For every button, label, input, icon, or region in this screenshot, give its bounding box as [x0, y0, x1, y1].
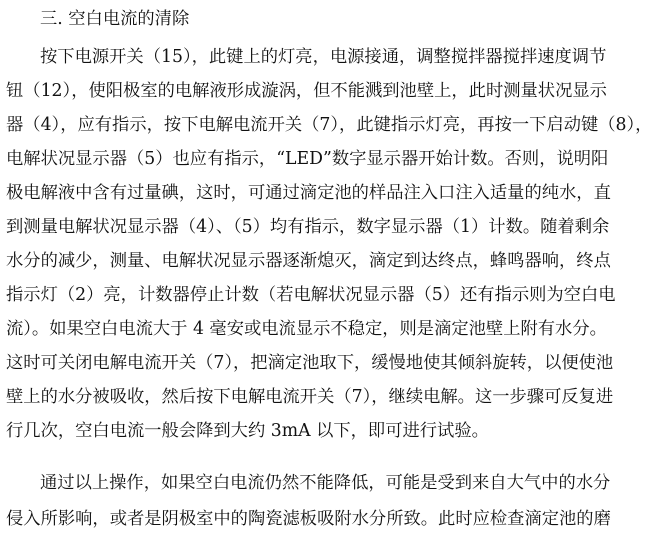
paragraph-line: 通过以上操作，如果空白电流仍然不能降低，可能是受到来自大气中的水分	[40, 473, 611, 493]
paragraph-line: 极电解液中含有过量碘，这时，可通过滴定池的样品注入口注入适量的纯水，直	[6, 183, 611, 203]
section-heading: 三. 空白电流的清除	[40, 9, 190, 29]
paragraph-line: 侵入所影响，或者是阴极室中的陶瓷滤板吸附水分所致。此时应检查滴定池的磨	[6, 509, 611, 529]
paragraph-line: 钮（12），使阳极室的电解液形成漩涡，但不能溅到池壁上，此时测量状况显示	[6, 81, 607, 101]
paragraph-line: 指示灯（2）亮，计数器停止计数（若电解状况显示器（5）还有指示则为空白电	[6, 285, 616, 305]
paragraph-line: 到测量电解状况显示器（4）、（5）均有指示，数字显示器（1）计数。随着剩余	[6, 217, 610, 237]
paragraph-line: 流）。如果空白电流大于 4 毫安或电流显示不稳定，则是滴定池壁上附有水分。	[6, 319, 607, 339]
paragraph-line: 水分的减少，测量、电解状况显示器逐渐熄灭，滴定到达终点，蜂鸣器响，终点	[6, 251, 611, 271]
paragraph-line: 电解状况显示器（5）也应有指示，“LED”数字显示器开始计数。否则，说明阳	[6, 149, 609, 169]
paragraph-line: 这时可关闭电解电流开关（7），把滴定池取下，缓慢地使其倾斜旋转，以便使池	[6, 353, 614, 373]
paragraph-line: 行几次，空白电流一般会降到大约 3mA 以下，即可进行试验。	[6, 421, 489, 441]
paragraph-line: 按下电源开关（15），此键上的灯亮，电源接通，调整搅拌器搅拌速度调节	[40, 47, 607, 67]
paragraph-line: 壁上的水分被吸收，然后按下电解电流开关（7），继续电解。这一步骤可反复进	[6, 387, 614, 407]
paragraph-line: 器（4），应有指示，按下电解电流开关（7），此键指示灯亮，再按一下启动键（8），	[6, 115, 653, 135]
